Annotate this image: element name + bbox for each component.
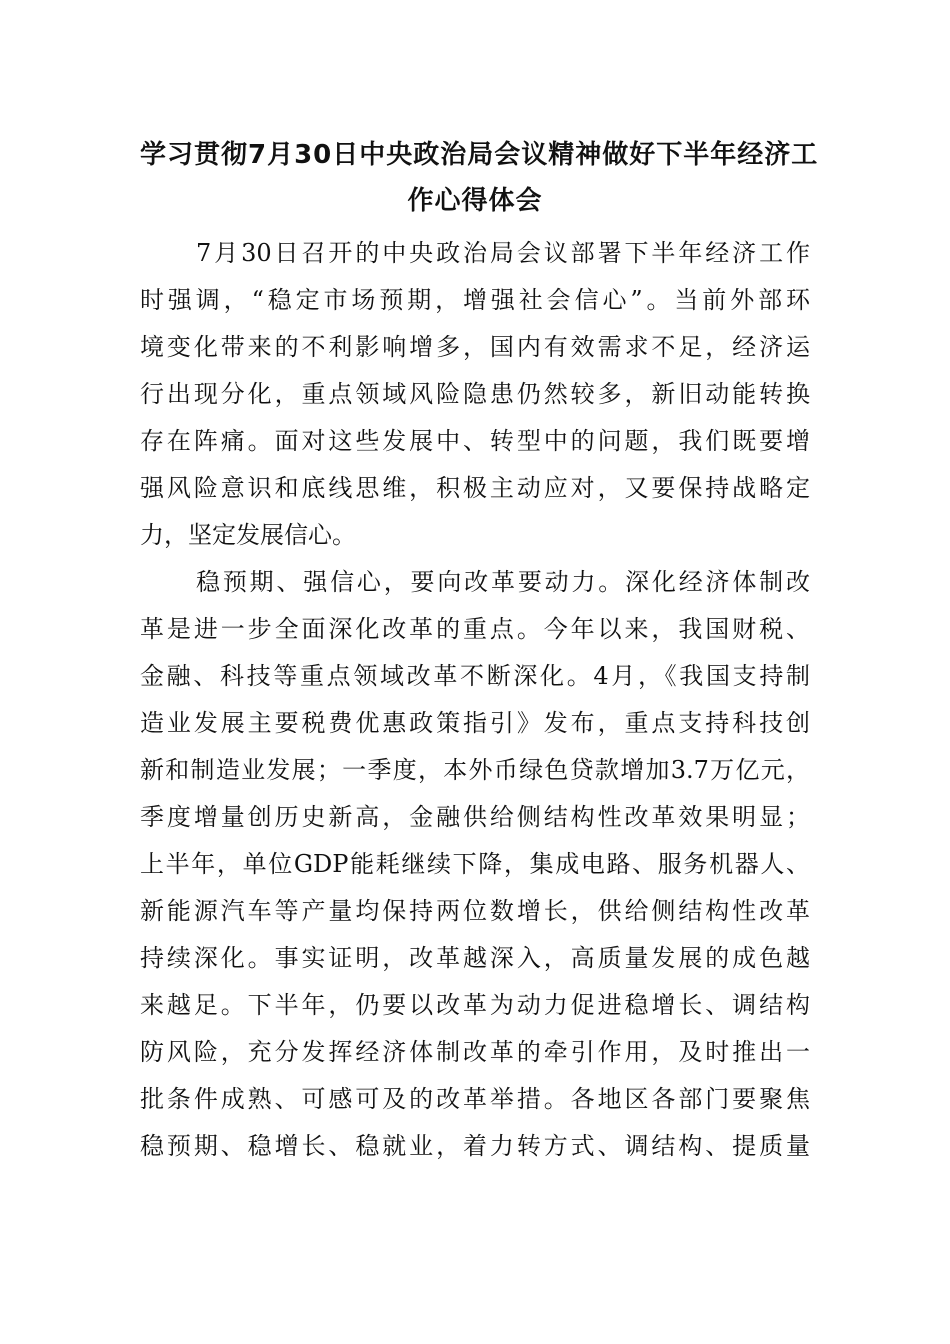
paragraph-line: 稳预期、稳增长、稳就业，着力转方式、调结构、提质量 — [140, 1132, 810, 1160]
paragraph-line: 新能源汽车等产量均保持两位数增长，供给侧结构性改革 — [140, 897, 810, 925]
paragraph-line: 新和制造业发展；一季度，本外币绿色贷款增加3.7万亿元， — [140, 756, 810, 784]
paragraph-line: 防风险，充分发挥经济体制改革的牵引作用，及时推出一 — [140, 1038, 810, 1066]
paragraph-2 — [140, 559, 810, 1170]
document-title-line-2: 作心得体会 — [407, 186, 543, 216]
paragraph-line: 境变化带来的不利影响增多，国内有效需求不足，经济运 — [140, 333, 810, 361]
paragraph-line: 稳预期、强信心，要向改革要动力。深化经济体制改 — [196, 568, 810, 596]
paragraph-line: 金融、科技等重点领域改革不断深化。4月，《我国支持制 — [140, 662, 810, 690]
paragraph-line: 力，坚定发展信心。 — [140, 521, 356, 549]
paragraph-line: 存在阵痛。面对这些发展中、转型中的问题，我们既要增 — [140, 427, 810, 455]
document-title-line-1: 学习贯彻7月30日中央政治局会议精神做好下半年经济工 — [140, 140, 819, 170]
paragraph-line: 季度增量创历史新高，金融供给侧结构性改革效果明显； — [140, 803, 810, 831]
paragraph-line: 行出现分化，重点领域风险隐患仍然较多，新旧动能转换 — [140, 380, 810, 408]
paragraph-line: 造业发展主要税费优惠政策指引》发布，重点支持科技创 — [140, 709, 810, 737]
document-body — [140, 230, 810, 1170]
paragraph-line: 强风险意识和底线思维，积极主动应对，又要保持战略定 — [140, 474, 810, 502]
paragraph-line: 来越足。下半年，仍要以改革为动力促进稳增长、调结构 — [140, 991, 810, 1019]
paragraph-1 — [140, 230, 810, 559]
paragraph-line: 革是进一步全面深化改革的重点。今年以来，我国财税、 — [140, 615, 810, 643]
paragraph-line: 时强调，“稳定市场预期，增强社会信心”。当前外部环 — [140, 286, 810, 314]
paragraph-line: 上半年，单位GDP能耗继续下降，集成电路、服务机器人、 — [140, 850, 810, 878]
paragraph-line: 持续深化。事实证明，改革越深入，高质量发展的成色越 — [140, 944, 810, 972]
paragraph-line: 批条件成熟、可感可及的改革举措。各地区各部门要聚焦 — [140, 1085, 810, 1113]
paragraph-line: 7月30日召开的中央政治局会议部署下半年经济工作 — [196, 239, 810, 267]
